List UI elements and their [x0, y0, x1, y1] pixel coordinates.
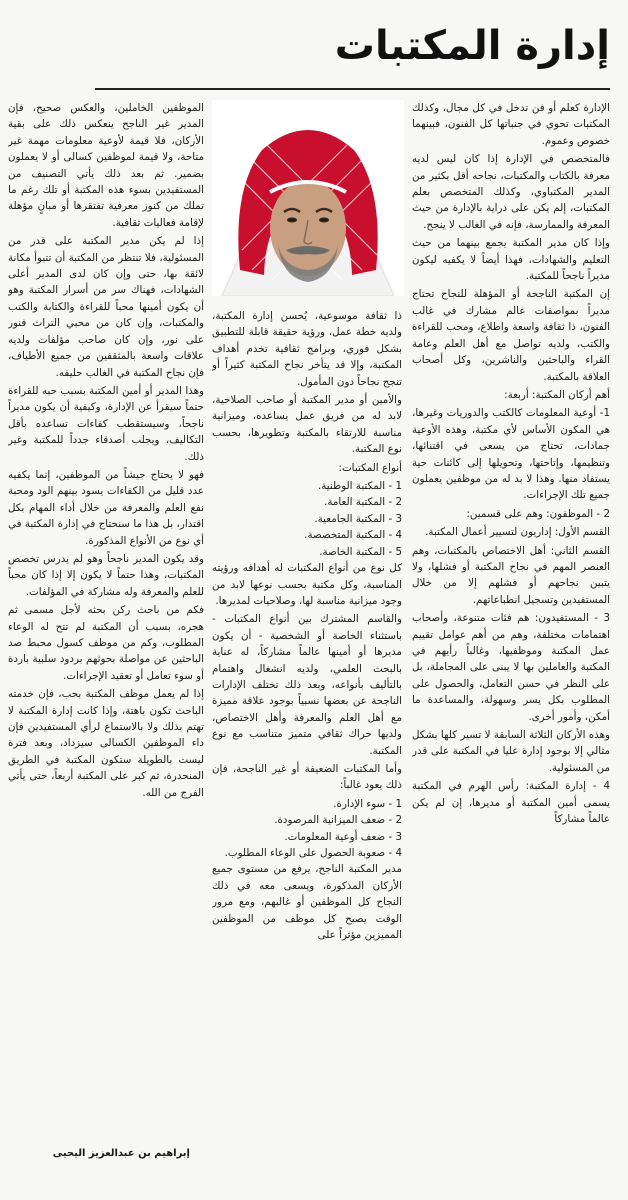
- paragraph: وقد يكون المدير ناجحاً وهو لم يدرس تخصص المكتبات، وهذا حتماً لا يكون إلا إذا كان محباً للعلم والمعرفة وله مشاركة في المؤلفات.: [8, 552, 204, 598]
- paragraph: وأما المكتبات الضعيفة أو غير الناجحة، فإن ذلك يعود غالباً:: [212, 762, 402, 792]
- list-item: 1 - المكتبة الوطنية.: [318, 480, 402, 493]
- title-divider: [95, 88, 610, 90]
- paragraph: أهم أركان المكتبة: أربعة:: [504, 388, 610, 401]
- list-heading: أنواع المكتبات:: [338, 461, 402, 474]
- paragraph: الإدارة كعلم أو فن تدخل في كل مجال، وكذلك المكتبات تحوي في جنباتها كل الفنون، فبينهما خصوص وعموم.: [412, 102, 610, 147]
- author-photo: [212, 100, 404, 296]
- paragraph: فالمتخصص في الإدارة إذا كان ليس لديه معرفة بالكتاب والمكتبات، نجاحه أقل بكثير من المدير المكتباوي، وكذلك المتخصص بعلم المكتبات، إلم يكن على دراية بالإدارة من حيث المعرفة والممارسة، فإنه في الغالب لا ينجح.: [412, 153, 610, 231]
- paragraph: مدير المكتبة الناجح، يرفع من مستوى جميع الأركان المذكورة، ويسعى معه في ذلك النجاح كل الموظفين أو غالبهم، ومع مرور الوقت يصبح كل موظف من الموظفين المميزين مؤثراً على: [212, 863, 402, 942]
- column-left: [8, 100, 204, 1140]
- title-area: [295, 18, 610, 76]
- paragraph: القسم الأول: إداريون لتسيير أعمال المكتبة.: [425, 526, 610, 539]
- paragraph: وإذا كان مدير المكتبة يجمع بينهما من حيث التعليم والشهادات، فهذا أيضاً لا يكفيه ليكون مديراً ناجحاً للمكتبة.: [412, 237, 610, 283]
- paragraph: وهذه الأركان الثلاثة السابقة لا تسير كلها بشكل مثالي إلا بوجود إدارة عليا في المكتبة على قدر من المسئولية.: [412, 729, 610, 774]
- paragraph: والأمين أو مدير المكتبة أو صاحب الصلاحية، لابد له من فريق عمل يساعده، وميزانية مناسبة للارتقاء بالمكتبة وتطويرها، بحسب نوع المكتبة.: [212, 394, 402, 456]
- paragraph: فهو لا يحتاج جيشاً من الموظفين، إنما يكفيه عدد قليل من الكفاءات يسود بينهم الود ومحبة نفع العلم والمعرفة من خلال أداء المهام بكل اقتدار، بل هذا ما سنحتاج في إدارة المكتبة في أي نوع من الأنواع المذكورة.: [8, 468, 204, 547]
- list-item: 5 - المكتبة الخاصة.: [319, 545, 402, 558]
- column-middle: [212, 308, 402, 1158]
- paragraph: والقاسم المشترك بين أنواع المكتبات - باستثناء الخاصة أو الشخصية - أن يكون مديرها أو أمينها عالماً مشاركاً، له عناية بالبحث العلمي، ولديه انشغال واهتمام بالتأليف بأنواعه، وبعد ذلك تختلف الإدارات الناجحة عن بعضها نسبياً بوجود علاقة مميزة مع أهل العلم والمعرفة وأهل الاختصاص، ولديها حراك ثقافي متميز متناسب مع نوع المكتبة.: [212, 613, 402, 757]
- list-item: 2 - ضعف الميزانية المرصودة.: [274, 814, 402, 827]
- paragraph: الموظفين الخاملين، والعكس صحيح، فإن المدير غير الناجح ينعكس ذلك على بقية الأركان، فلا قيمة لأوعية معلومات مهمة غير متاحة، ولا قيمة لموظفين كسالى أو لا يعملون بضمير. ثم بعد ذلك يأتي التصنيف من المستفيدين بسوء هذه المكتبة أو تلك رغم ما تملك من كنوز معرفية تفتقرها أو مبانٍ مؤهلة لإقامة فعاليات ثقافية.: [8, 102, 204, 229]
- paragraph: القسم الثاني: أهل الاختصاص بالمكتبات، وهم العنصر المهم في نجاح المكتبة أو فشلها، ولا يتبين نجاحهم أو فشلهم إلا من خلال المستفيدين وتسجيل انطباعاتهم.: [412, 544, 610, 606]
- paragraph: 4 - إدارة المكتبة: رأس الهرم في المكتبة يسمى أمين المكتبة أو مديرها، إن لم يكن عالماً مشاركاً: [412, 780, 610, 826]
- list-item: 2 - المكتبة العامة.: [324, 496, 402, 509]
- list-item: 3 - المكتبة الجامعية.: [314, 512, 402, 525]
- list-item: 4 - صعوبة الحصول على الوعاء المطلوب.: [224, 847, 402, 859]
- weakness-reasons-list: [212, 796, 402, 862]
- paragraph: 3 - المستفيدون: هم فئات متنوعة، وأصحاب اهتمامات مختلفة، وهم من أهم عوامل تقييم عمل المكتبة وموظفيها، وغالباً رأيهم في المكتبة والعاملين بها لا يبنى على المجاملة، بل على النظر في حسن التعامل، والحصول على المطلوب بكل يسر وسهولة، والمساعدة ما أمكن، وأمور أخرى.: [412, 612, 610, 723]
- article-title: إدارة المكتبات: [334, 23, 610, 69]
- list-item: 4 - المكتبة المتخصصة.: [304, 529, 402, 542]
- list-item: 1 - سوء الإدارة.: [333, 797, 402, 810]
- paragraph: إذا لم يعمل موظف المكتبة بحب، فإن خدمته الباحث تكون باهتة، وإذا كانت إدارة المكتبة لا تهتم بذلك ولا بالاستماع لرأي المستفيدين فإن داء الموظفين الكسالى سيزداد، وبعد فترة ليست بالطويلة ستكون المكتبة في الطريق المنحدرة، ثم كبر على المكتبة أربعاً، حتى يأتي الفرج من الله.: [8, 688, 204, 799]
- paragraph: 2 - الموظفون: وهم على قسمين:: [466, 507, 610, 520]
- column-right: [412, 100, 610, 1165]
- paragraph: كل نوع من أنواع المكتبات له أهدافه ورؤيته المناسبة، وكل مكتبة بحسب نوعها لابد من وجود ميزانية مناسبة لها، وصلاحيات لمديرها.: [212, 562, 402, 607]
- paragraph: فكم من باحث ركن بحثه لأجل مسمى ثم هجره، بسبب أن المكتبة لم تتح له الوعاء المطلوب، وكم من موظف كسول محبط صد الباحثين عن مواصلة بحوثهم بردود سلبية باردة أو سوء تعامل أو تعقيد الإجراءات.: [8, 604, 204, 682]
- paragraph: إن المكتبة الناجحة أو المؤهلة للنجاح تحتاج مديراً بمواصفات عالم مشارك في غالب الفنون، ذا ثقافة واسعة واطلاع، ومحب للقراءة والكتب، ولديه تواصل مع أهل العلم وعامة القراء والباحثين والناشرين، وكل أصحاب العلاقة بالمكتبة.: [412, 288, 610, 383]
- paragraph: إذا لم يكن مدير المكتبة على قدر من المسئولية، فلا تنتظر من المكتبة أن تتبوأ مكانة لائقة بها، حتى وإن كان لدى المدير أعلى الشهادات، فهناك سر من أسرار المكتبة وهو أن يكون أمينها محباً للقراءة والكتابة والكتب والمكتبات، وإن كان من محبي التراث فنور على نور، وإن كان صاحب مؤلفات ولديه علاقات واسعة بالمثقفين من جميع الأطياف، فإن نجاح المكتبة في الغالب حليفه.: [8, 235, 204, 379]
- author-byline: إبراهيم بن عبدالعزيز اليحيى: [52, 1148, 190, 1159]
- paragraph: وهذا المدير أو أمين المكتبة بسبب حبه للقراءة حتماً سيقرأ عن الإدارة، وكيفية أن يكون مديراً ناجحاً، وسيستقطب كفاءات تساعده بأقل التكاليف، ويجلب أصدقاء جدداً للمكتبة وغير ذلك.: [8, 384, 204, 463]
- portrait-image: [212, 100, 404, 296]
- paragraph: ذا ثقافة موسوعية، يُحسن إدارة المكتبة، ولديه خطة عمل، ورؤية حقيقة قابلة للتطبيق بشكل فوري، وبرامج ثقافية تخدم أهداف المكتبة، وإلا قد يتأخر نجاح المكتبة كثيراً أو تنجح نجاحاً دون المأمول.: [212, 310, 402, 388]
- paragraph: 1- أوعية المعلومات كالكتب والدوريات وغيرها، هي المكون الأساس لأي مكتبة، وهذه الأوعية جمادات، تحتاج من يسعى في اقتنائها، وتنظيمها، وإتاحتها، وتحويلها إلى كائنات حية يستفاد منها. وهذا لا بد له من موظفين يعملون جميع تلك الإجراءات.: [412, 407, 610, 502]
- library-types-list: [212, 478, 402, 560]
- list-item: 3 - ضعف أوعية المعلومات.: [284, 830, 402, 843]
